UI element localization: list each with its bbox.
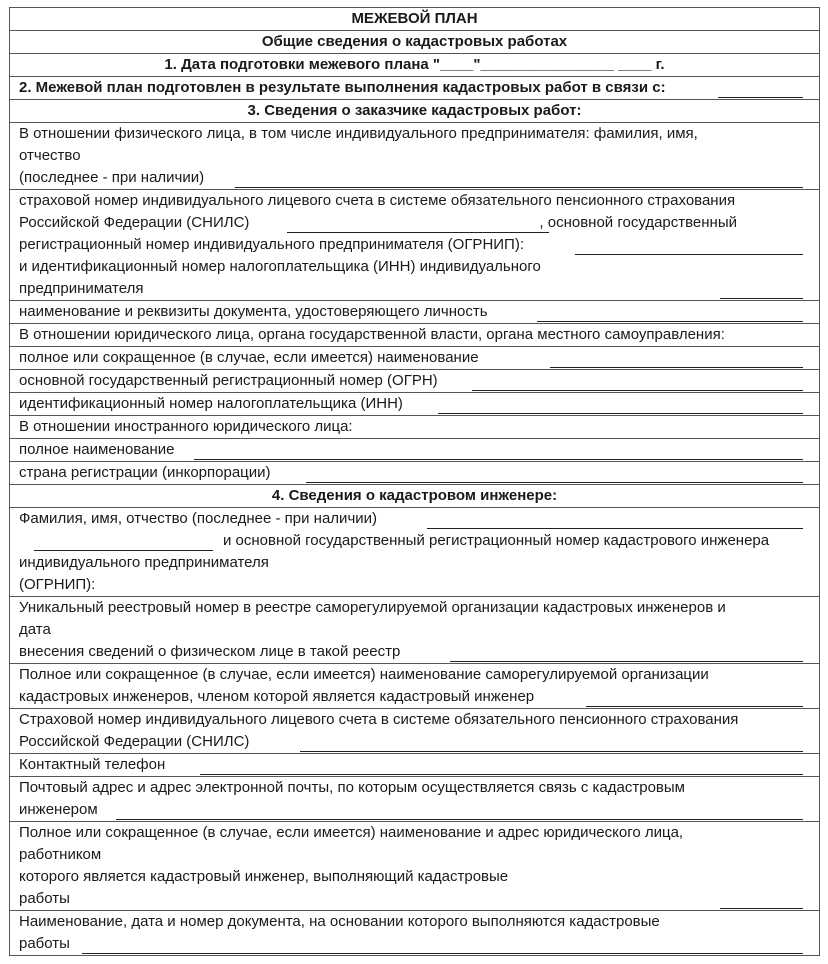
engineer-fio-label: Фамилия, имя, отчество (последнее - при наличии) (19, 510, 378, 527)
customer-foreign-name-line[interactable] (194, 459, 803, 460)
section-4-heading: 4. Сведения о кадастровом инженере: (271, 487, 558, 504)
engineer-sro-label-2: кадастровых инженеров, членом которой является кадастровый инженер (19, 688, 535, 705)
engineer-snils-label-2: Российской Федерации (СНИЛС) (19, 733, 250, 750)
engineer-phone-row (10, 754, 819, 777)
engineer-fio-row (10, 508, 819, 597)
engineer-employer-label-4: работы (19, 890, 70, 907)
engineer-snils-label: Страховой номер индивидуального лицевого счета в системе обязательного пенсионного страхования (19, 711, 739, 728)
customer-id-doc-row (10, 301, 819, 324)
customer-country-line[interactable] (306, 482, 803, 483)
engineer-snils-row (10, 709, 819, 754)
customer-inn-legal-label: идентификационный номер налогоплательщика (ИНН) (19, 395, 403, 412)
section-3-heading-row (10, 100, 819, 123)
customer-snils-label: страховой номер индивидуального лицевого счета в системе обязательного пенсионного страхования (19, 192, 736, 209)
customer-country-row (10, 462, 819, 485)
form-subtitle-row (10, 31, 819, 54)
customer-legal-label: В отношении юридического лица, органа государственной власти, органа местного самоуправления: (19, 326, 725, 343)
engineer-registry-label-3: внесения сведений о физическом лице в такой реестр (19, 643, 401, 660)
engineer-ogrnip-label: и основной государственный регистрационный номер кадастрового инженера (223, 532, 770, 549)
engineer-basis-doc-row (10, 911, 819, 956)
engineer-employer-label-2: работником (19, 846, 102, 863)
customer-foreign-label: В отношении иностранного юридического лица: (19, 418, 353, 435)
customer-id-doc-line[interactable] (537, 321, 803, 322)
customer-snils-label-2: Российской Федерации (СНИЛС) , основной государственный (19, 214, 737, 231)
customer-ogrnip-label: регистрационный номер индивидуального предпринимателя (ОГРНИП): (19, 236, 524, 253)
customer-individual-row (10, 123, 819, 190)
customer-inn-legal-row (10, 393, 819, 416)
customer-foreign-name-label: полное наименование (19, 441, 175, 458)
customer-legal-name-row (10, 347, 819, 370)
form-title-row (10, 8, 819, 31)
engineer-phone-label: Контактный телефон (19, 756, 166, 773)
engineer-basis-doc-label: Наименование, дата и номер документа, на основании которого выполняются кадастровые (19, 913, 660, 930)
engineer-registry-row (10, 597, 819, 664)
customer-legal-row (10, 324, 819, 347)
customer-foreign-row (10, 416, 819, 439)
engineer-sro-label: Полное или сокращенное (в случае, если имеется) наименование саморегулируемой организации (19, 666, 709, 683)
engineer-ogrnip-label-3: (ОГРНИП): (19, 576, 96, 593)
section-1-date-label: 1. Дата подготовки межевого плана "____"________________ ____ г. (164, 56, 665, 73)
section-1-date-row (10, 54, 819, 77)
engineer-employer-label-3: которого является кадастровый инженер, выполняющий кадастровые (19, 868, 509, 885)
section-3-heading: 3. Сведения о заказчике кадастровых работ: (247, 102, 582, 119)
customer-ogrn-label: основной государственный регистрационный номер (ОГРН) (19, 372, 438, 389)
customer-individual-label: В отношении физического лица, в том числе индивидуального предпринимателя: фамилия, имя, (19, 125, 698, 142)
boundary-plan-form (9, 7, 820, 956)
engineer-address-label: Почтовый адрес и адрес электронной почты, по которым осуществляется связь с кадастровым (19, 779, 685, 796)
customer-individual-label-3: (последнее - при наличии) (19, 169, 205, 186)
engineer-employer-label: Полное или сокращенное (в случае, если имеется) наименование и адрес юридического лица, (19, 824, 684, 841)
customer-ogrn-line[interactable] (472, 390, 803, 391)
engineer-registry-label: Уникальный реестровый номер в реестре саморегулируемой организации кадастровых инженеров и (19, 599, 726, 616)
customer-individual-label-2: отчество (19, 147, 81, 164)
engineer-registry-label-2: дата (19, 621, 51, 638)
form-title: МЕЖЕВОЙ ПЛАН (351, 10, 478, 27)
customer-foreign-name-row (10, 439, 819, 462)
customer-country-label: страна регистрации (инкорпорации) (19, 464, 271, 481)
section-2-reason-row (10, 77, 819, 100)
engineer-ogrnip-label-2: индивидуального предпринимателя (19, 554, 269, 571)
customer-inn-label-2: предпринимателя (19, 280, 144, 297)
section-2-reason-label: 2. Межевой план подготовлен в результате выполнения кадастровых работ в связи с: (19, 79, 666, 96)
customer-inn-legal-line[interactable] (438, 413, 803, 414)
customer-id-doc-label: наименование и реквизиты документа, удостоверяющего личность (19, 303, 488, 320)
customer-legal-name-label: полное или сокращенное (в случае, если имеется) наименование (19, 349, 479, 366)
section-4-heading-row (10, 485, 819, 508)
section-2-reason-line[interactable] (718, 97, 803, 98)
customer-ogrn-row (10, 370, 819, 393)
engineer-employer-row (10, 822, 819, 911)
engineer-sro-row (10, 664, 819, 709)
customer-snils-row (10, 190, 819, 301)
customer-inn-label: и идентификационный номер налогоплательщика (ИНН) индивидуального (19, 258, 541, 275)
engineer-basis-doc-label-2: работы (19, 935, 70, 952)
engineer-phone-line[interactable] (200, 774, 803, 775)
engineer-address-label-2: инженером (19, 801, 98, 818)
form-subtitle: Общие сведения о кадастровых работах (261, 33, 568, 50)
engineer-address-row (10, 777, 819, 822)
customer-legal-name-line[interactable] (550, 367, 803, 368)
